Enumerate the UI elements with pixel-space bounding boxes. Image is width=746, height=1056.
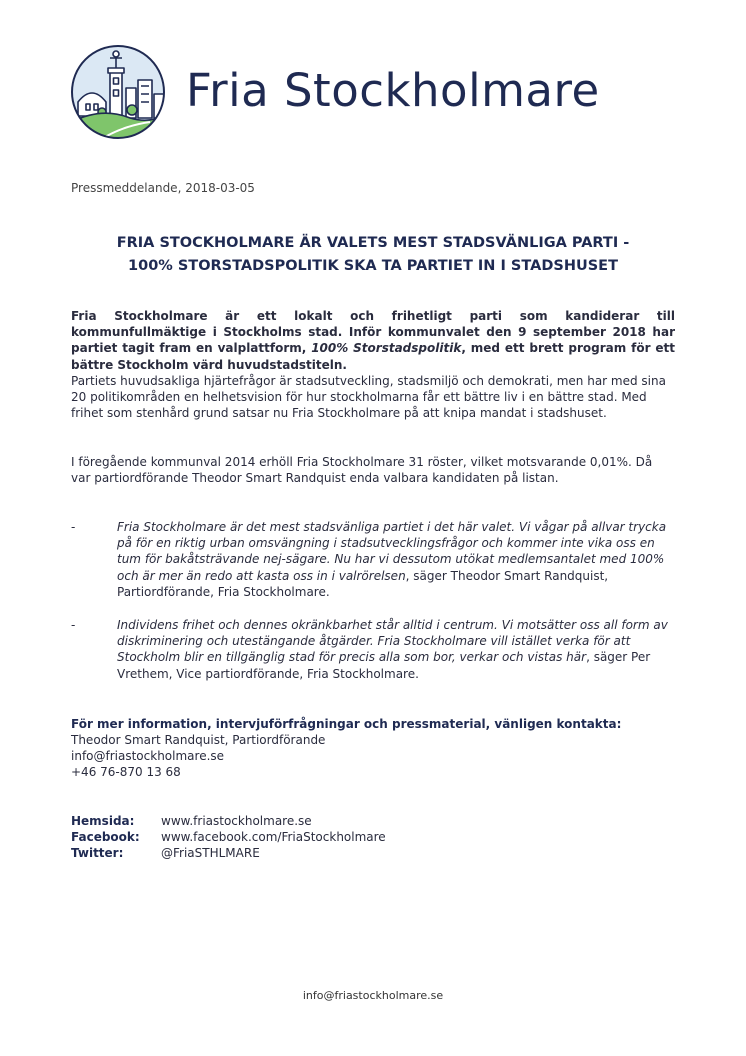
link-label: Twitter: xyxy=(71,846,124,860)
footer-email-link[interactable]: info@friastockholmare.se xyxy=(302,989,444,1002)
contact-block xyxy=(71,716,621,780)
contact-email-link[interactable]: info@friastockholmare.se xyxy=(71,749,225,763)
quote-dash: - xyxy=(71,618,76,632)
headline xyxy=(71,232,675,278)
website-link[interactable]: www.friastockholmare.se xyxy=(161,814,312,828)
link-label: Hemsida: xyxy=(71,814,135,828)
contact-heading: För mer information, intervjuförfrågningar och pressmaterial, vänligen kontakta: xyxy=(71,717,622,731)
lead-part-1: Fria Stockholmare är ett lokalt och frihetligt parti som kandiderar till kommunfullmäktige i Stockholms stad. Inför kommunvalet den 9 september 2018 har partiet tagit fram en valplattform, xyxy=(71,309,675,356)
twitter-link[interactable]: @FriaSTHLMARE xyxy=(161,846,260,860)
lead-part-2: , med ett brett program för ett bättre Stockholm värd huvudstadstiteln. xyxy=(71,341,675,372)
contact-phone: +46 76-870 13 68 xyxy=(71,765,181,779)
link-label: Facebook: xyxy=(71,830,140,844)
quote-attribution: , säger Per Vrethem, Vice partiordförande, Fria Stockholmare. xyxy=(117,650,651,681)
quote-italic: Fria Stockholmare är det mest stadsvänliga partiet i det här valet. Vi vågar på allvar trycka på för en riktig urban omsvängning i stadsutvecklingsfrågor och kommer inte vika oss en tum för bakåtsträvande nej-sägare. Nu har vi dessutom utökat medlemsantalet med 100% och är mer än redo att kasta oss in i valrörelsen xyxy=(117,520,667,583)
headline-line-1: FRIA STOCKHOLMARE ÄR VALETS MEST STADSVÄNLIGA PARTI - xyxy=(116,235,630,251)
facebook-link[interactable]: www.facebook.com/FriaStockholmare xyxy=(161,830,386,844)
contact-name: Theodor Smart Randquist, Partiordförande xyxy=(71,733,326,747)
quote-text xyxy=(117,519,677,600)
lead-italic-title: 100% Storstadspolitik xyxy=(311,341,462,356)
quote-text xyxy=(117,617,677,682)
dateline: Pressmeddelande, 2018-03-05 xyxy=(71,181,255,195)
lead-paragraph xyxy=(71,308,675,373)
headline-line-2: 100% STORSTADSPOLITIK SKA TA PARTIET IN I STADSHUSET xyxy=(128,258,618,274)
brand-name: Fria Stockholmare xyxy=(186,64,600,117)
quote-dash: - xyxy=(71,520,76,534)
quote-italic: Individens frihet och dennes okränkbarhet står alltid i centrum. Vi motsätter oss all form av diskriminering och utestängande åtgärder. Fria Stockholmare vill istället verka för att Stockholm blir en tillgänglig stad för precis alla som bor, verkar och vistas här xyxy=(117,618,668,665)
quote-attribution: , säger Theodor Smart Randquist, Partiordförande, Fria Stockholmare. xyxy=(117,568,609,599)
body-paragraph: I föregående kommunval 2014 erhöll Fria Stockholmare 31 röster, vilket motsvarande 0,01%. Då var partiordförande Theodor Smart Randquist enda valbara kandidaten på listan. xyxy=(71,455,653,486)
city-hall-logo-icon xyxy=(70,44,166,140)
body-paragraph: Partiets huvudsakliga hjärtefrågor är stadsutveckling, stadsmiljö och demokrati, men har med sina 20 politikområden en helhetsvision för hur stockholmarna får ett bättre liv i en bättre stad. Med frihet som stenhård grund satsar nu Fria Stockholmare på att knipa mandat i stadshuset. xyxy=(71,374,666,421)
